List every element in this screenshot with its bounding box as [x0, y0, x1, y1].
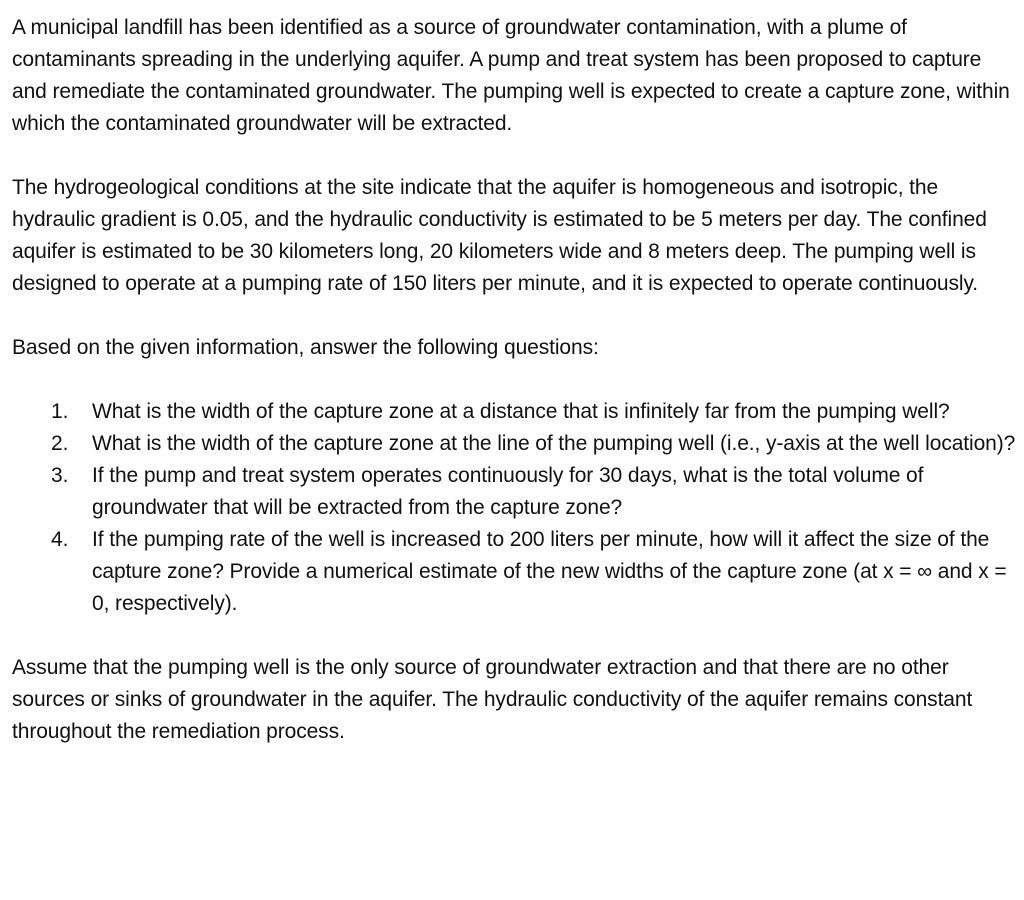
- intro-paragraph: A municipal landfill has been identified as a source of groundwater contamination, with a plume of contaminants spreading in the underlying aquifer. A pump and treat system has been proposed to capture and remediate the contaminated groundwater. The pumping well is expected to create a capture zone, within which the contaminated groundwater will be extracted.: [12, 16, 1010, 135]
- paragraph-spacer: [12, 364, 1016, 396]
- question-text: If the pumping rate of the well is increased to 200 liters per minute, how will it affect the size of the capture zone? Provide a numerical estimate of the new widths of the capture zone (at x = ∞ and x = 0, respectively).: [92, 528, 1007, 615]
- question-text: What is the width of the capture zone at a distance that is infinitely far from the pumping well?: [92, 400, 950, 423]
- question-number: 3.: [51, 464, 69, 487]
- hydrogeology-paragraph: The hydrogeological conditions at the site indicate that the aquifer is homogeneous and isotropic, the hydraulic gradient is 0.05, and the hydraulic conductivity is estimated to be 5 meters per day. The confined aquifer is estimated to be 30 kilometers long, 20 kilometers wide and 8 meters deep. The pumping well is designed to operate at a pumping rate of 150 liters per minute, and it is expected to operate continuously.: [12, 176, 987, 295]
- questions-list: [12, 396, 1016, 620]
- question-number: 4.: [51, 528, 69, 551]
- instructions-paragraph: Based on the given information, answer the following questions:: [12, 336, 599, 359]
- question-item-1: [12, 396, 1016, 428]
- question-text: What is the width of the capture zone at the line of the pumping well (i.e., y-axis at the well location)?: [92, 432, 1016, 455]
- question-number: 1.: [51, 400, 69, 423]
- question-item-4: [12, 524, 1016, 620]
- question-number: 2.: [51, 432, 69, 455]
- question-text: If the pump and treat system operates continuously for 30 days, what is the total volume of groundwater that will be extracted from the capture zone?: [92, 464, 924, 519]
- paragraph-spacer: [12, 620, 1016, 652]
- closing-paragraph: Assume that the pumping well is the only source of groundwater extraction and that there are no other sources or sinks of groundwater in the aquifer. The hydraulic conductivity of the aquifer remains constant throughout the remediation process.: [12, 656, 973, 743]
- question-item-2: [12, 428, 1016, 460]
- paragraph-spacer: [12, 300, 1016, 332]
- problem-document: [12, 12, 1016, 748]
- paragraph-spacer: [12, 140, 1016, 172]
- question-item-3: [12, 460, 1016, 524]
